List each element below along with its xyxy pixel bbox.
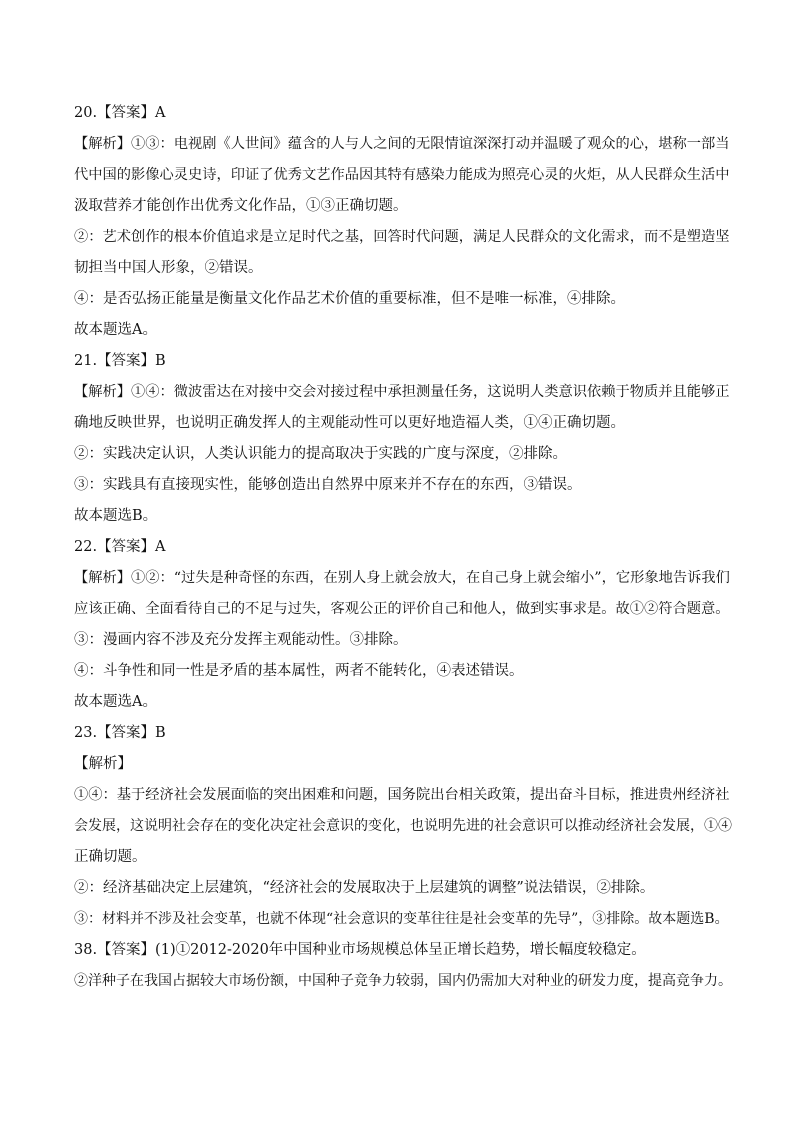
analysis-line: 代中国的影像心灵史诗，印证了优秀文艺作品因其特有感染力能成为照亮心灵的火炬，从人民群众生活中: [74, 167, 730, 183]
analysis-line: 确地反映世界，也说明正确发挥人的主观能动性可以更好地造福人类，①④正确切题。: [74, 415, 625, 431]
answer-heading-20: 20.【答案】A: [74, 105, 166, 121]
conclusion-line: 故本题选B。: [74, 508, 158, 524]
analysis-line: ④：斗争性和同一性是矛盾的基本属性，两者不能转化，④表述错误。: [74, 663, 524, 679]
analysis-line: ②洋种子在我国占据较大市场份额，中国种子竞争力较弱，国内仍需加大对种业的研发力度，提高竞争力。: [74, 973, 732, 989]
answer-heading-23: 23.【答案】B: [74, 725, 166, 741]
analysis-line: ①④：基于经济社会发展面临的突出困难和问题，国务院出台相关政策，提出奋斗目标，推进贵州经济社: [74, 787, 730, 803]
answer-heading-22: 22.【答案】A: [74, 539, 166, 555]
analysis-line: 正确切题。: [74, 849, 147, 865]
analysis-label: 【解析】: [74, 756, 132, 772]
analysis-line: 【解析】①④：微波雷达在对接中交会对接过程中承担测量任务，这说明人类意识依赖于物质并且能够正: [74, 384, 730, 400]
analysis-line: ②：经济基础决定上层建筑，“经济社会的发展取决于上层建筑的调整”说法错误，②排除。: [74, 880, 655, 896]
analysis-line: 会发展，这说明社会存在的变化决定社会意识的变化，也说明先进的社会意识可以推动经济社会发展，①④: [74, 818, 732, 834]
analysis-line: 汲取营养才能创作出优秀文化作品，①③正确切题。: [74, 198, 408, 214]
answer-text-body: [74, 98, 734, 997]
analysis-line: 【解析】①②：“过失是种奇怪的东西，在别人身上就会放大，在自己身上就会缩小”，它形象地告诉我们: [74, 570, 730, 586]
answer-heading-38: 38.【答案】(1)①2012-2020年中国种业市场规模总体呈正增长趋势，增长幅度较稳定。: [74, 942, 646, 958]
analysis-line: ②：实践决定认识，人类认识能力的提高取决于实践的广度与深度，②排除。: [74, 446, 567, 462]
analysis-line: 【解析】①③：电视剧《人世间》蕴含的人与人之间的无限情谊深深打动并温暖了观众的心，堪称一部当: [74, 136, 730, 152]
conclusion-line: 故本题选A。: [74, 322, 157, 338]
analysis-line: ③：材料并不涉及社会变革，也就不体现“社会意识的变革往往是社会变革的先导”，③排除。故本题选B。: [74, 911, 729, 927]
analysis-line: ④：是否弘扬正能量是衡量文化作品艺术价值的重要标准，但不是唯一标准，④排除。: [74, 291, 625, 307]
analysis-line: ③：实践具有直接现实性，能够创造出自然界中原来并不存在的东西，③错误。: [74, 477, 582, 493]
analysis-line: ②：艺术创作的根本价值追求是立足时代之基，回答时代问题，满足人民群众的文化需求，而不是塑造坚: [74, 229, 730, 245]
analysis-line: 韧担当中国人形象，②错误。: [74, 260, 263, 276]
analysis-line: 应该正确、全面看待自己的不足与过失，客观公正的评价自己和他人，做到实事求是。故①②符合题意。: [74, 601, 730, 617]
answer-heading-21: 21.【答案】B: [74, 353, 166, 369]
analysis-line: ③：漫画内容不涉及充分发挥主观能动性。③排除。: [74, 632, 408, 648]
conclusion-line: 故本题选A。: [74, 694, 157, 710]
